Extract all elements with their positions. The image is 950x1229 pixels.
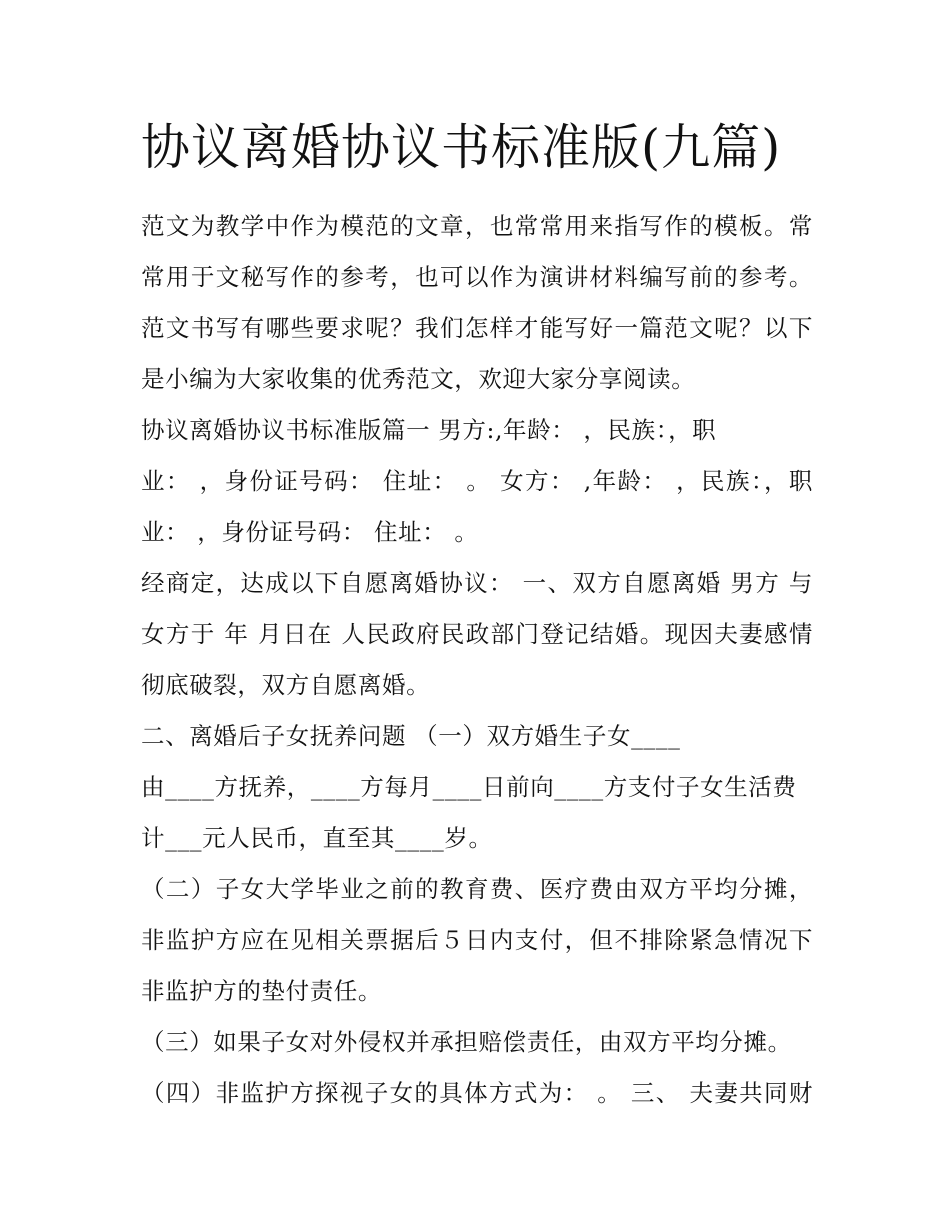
text-line: 非监护方的垫付责任。 <box>141 977 382 1005</box>
agreement-paragraph <box>141 558 813 711</box>
text-line: 范文为教学中作为模范的文章，也常常用来指写作的模板。常 <box>141 212 813 240</box>
parties-paragraph <box>141 405 813 558</box>
text-line: 业： ，身份证号码： 住址： 。 女方： ,年龄： ，民族：，职 <box>141 467 813 495</box>
text-line: 二、离婚后子女抚养问题 （一）双方婚生子女____ <box>141 722 681 750</box>
text-line: 是小编为大家收集的优秀范文，欢迎大家分享阅读。 <box>141 365 696 393</box>
child-custody-paragraph <box>141 711 813 864</box>
visitation-paragraph <box>141 1068 813 1119</box>
document-title: 协议离婚协议书标准版(九篇) <box>141 119 782 176</box>
intro-paragraph <box>141 201 813 405</box>
liability-paragraph <box>141 1017 813 1068</box>
text-line: （四）非监护方探视子女的具体方式为： 。 三、 夫妻共同财 <box>141 1079 813 1107</box>
education-cost-paragraph <box>141 864 813 1017</box>
text-line: 业： ，身份证号码： 住址： 。 <box>141 518 479 546</box>
text-line: （三）如果子女对外侵权并承担赔偿责任，由双方平均分摊。 <box>141 1028 792 1056</box>
text-line: （二）子女大学毕业之前的教育费、医疗费由双方平均分摊， <box>141 875 813 903</box>
text-line: 女方于 年 月日在 人民政府民政部门登记结婚。现因夫妻感情 <box>141 620 813 648</box>
document-body <box>141 201 813 1119</box>
text-line: 非监护方应在见相关票据后５日内支付，但不排除紧急情况下 <box>141 926 813 954</box>
text-line: 由____方抚养，____方每月____日前向____方支付子女生活费 <box>141 773 797 801</box>
text-line: 协议离婚协议书标准版篇一 男方:,年龄： ，民族：，职 <box>141 416 717 444</box>
text-line: 计___元人民币，直至其____岁。 <box>141 824 493 852</box>
text-line: 彻底破裂，双方自愿离婚。 <box>141 671 431 699</box>
text-line: 范文书写有哪些要求呢？我们怎样才能写好一篇范文呢？以下 <box>141 314 813 342</box>
text-line: 经商定，达成以下自愿离婚协议： 一、双方自愿离婚 男方 与 <box>141 569 813 597</box>
text-line: 常用于文秘写作的参考，也可以作为演讲材料编写前的参考。 <box>141 263 813 291</box>
